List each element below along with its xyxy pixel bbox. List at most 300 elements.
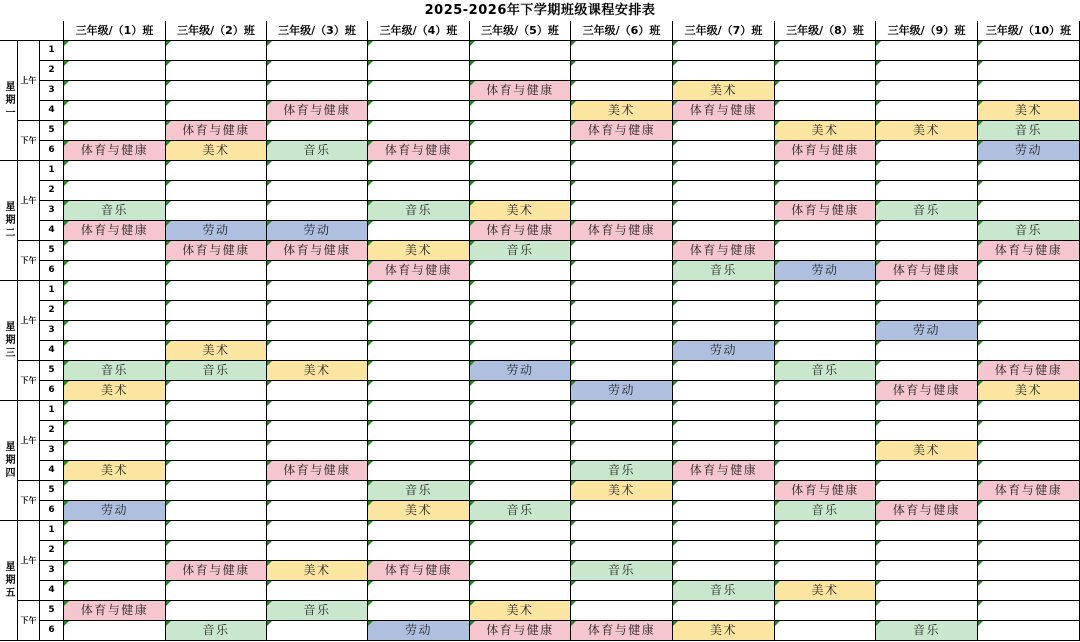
course-cell[interactable]: 音乐 [368,201,470,221]
empty-cell[interactable] [673,141,775,161]
empty-cell[interactable] [673,41,775,61]
empty-cell[interactable] [876,361,978,381]
course-cell[interactable]: 美术 [876,121,978,141]
empty-cell[interactable] [64,521,166,541]
empty-cell[interactable] [64,281,166,301]
empty-cell[interactable] [166,321,267,341]
empty-cell[interactable] [775,541,876,561]
empty-cell[interactable] [470,421,571,441]
course-cell[interactable]: 体育与健康 [978,361,1080,381]
empty-cell[interactable] [368,541,470,561]
course-cell[interactable]: 音乐 [775,501,876,521]
empty-cell[interactable] [876,481,978,501]
empty-cell[interactable] [267,401,368,421]
empty-cell[interactable] [876,181,978,201]
empty-cell[interactable] [267,201,368,221]
empty-cell[interactable] [470,261,571,281]
course-cell[interactable]: 体育与健康 [876,501,978,521]
empty-cell[interactable] [571,181,673,201]
empty-cell[interactable] [368,101,470,121]
course-cell[interactable]: 美术 [267,361,368,381]
course-cell[interactable]: 音乐 [978,121,1080,141]
empty-cell[interactable] [876,521,978,541]
empty-cell[interactable] [64,581,166,601]
course-cell[interactable]: 体育与健康 [267,461,368,481]
empty-cell[interactable] [775,241,876,261]
empty-cell[interactable] [470,121,571,141]
empty-cell[interactable] [470,101,571,121]
empty-cell[interactable] [673,181,775,201]
empty-cell[interactable] [64,261,166,281]
empty-cell[interactable] [64,401,166,421]
empty-cell[interactable] [571,421,673,441]
empty-cell[interactable] [673,201,775,221]
empty-cell[interactable] [978,421,1080,441]
course-cell[interactable]: 劳动 [267,221,368,241]
empty-cell[interactable] [166,501,267,521]
empty-cell[interactable] [775,281,876,301]
course-cell[interactable]: 体育与健康 [876,261,978,281]
empty-cell[interactable] [571,521,673,541]
empty-cell[interactable] [876,281,978,301]
course-cell[interactable]: 体育与健康 [470,221,571,241]
course-cell[interactable]: 音乐 [673,581,775,601]
empty-cell[interactable] [876,101,978,121]
course-cell[interactable]: 体育与健康 [571,221,673,241]
empty-cell[interactable] [775,81,876,101]
course-cell[interactable]: 体育与健康 [166,241,267,261]
course-cell[interactable]: 美术 [876,441,978,461]
empty-cell[interactable] [166,301,267,321]
empty-cell[interactable] [876,581,978,601]
empty-cell[interactable] [166,81,267,101]
course-cell[interactable]: 劳动 [470,361,571,381]
course-cell[interactable]: 体育与健康 [775,141,876,161]
course-cell[interactable]: 体育与健康 [166,121,267,141]
empty-cell[interactable] [978,301,1080,321]
empty-cell[interactable] [470,161,571,181]
empty-cell[interactable] [775,601,876,621]
course-cell[interactable]: 音乐 [978,221,1080,241]
empty-cell[interactable] [673,481,775,501]
empty-cell[interactable] [571,341,673,361]
empty-cell[interactable] [775,41,876,61]
empty-cell[interactable] [470,281,571,301]
empty-cell[interactable] [571,261,673,281]
course-cell[interactable]: 劳动 [673,341,775,361]
course-cell[interactable]: 体育与健康 [64,601,166,621]
empty-cell[interactable] [876,461,978,481]
empty-cell[interactable] [978,281,1080,301]
course-cell[interactable]: 美术 [673,621,775,641]
course-cell[interactable]: 美术 [166,341,267,361]
empty-cell[interactable] [775,461,876,481]
empty-cell[interactable] [775,441,876,461]
empty-cell[interactable] [673,121,775,141]
course-cell[interactable]: 美术 [368,241,470,261]
empty-cell[interactable] [267,321,368,341]
empty-cell[interactable] [978,41,1080,61]
empty-cell[interactable] [775,381,876,401]
course-cell[interactable]: 体育与健康 [166,561,267,581]
empty-cell[interactable] [978,441,1080,461]
empty-cell[interactable] [368,361,470,381]
empty-cell[interactable] [470,481,571,501]
empty-cell[interactable] [978,621,1080,641]
empty-cell[interactable] [166,421,267,441]
empty-cell[interactable] [470,341,571,361]
course-cell[interactable]: 美术 [64,381,166,401]
course-cell[interactable]: 体育与健康 [673,241,775,261]
empty-cell[interactable] [368,441,470,461]
empty-cell[interactable] [775,421,876,441]
empty-cell[interactable] [571,281,673,301]
empty-cell[interactable] [571,501,673,521]
empty-cell[interactable] [571,401,673,421]
empty-cell[interactable] [64,341,166,361]
empty-cell[interactable] [368,321,470,341]
empty-cell[interactable] [368,401,470,421]
empty-cell[interactable] [470,381,571,401]
empty-cell[interactable] [64,421,166,441]
empty-cell[interactable] [267,181,368,201]
course-cell[interactable]: 美术 [978,101,1080,121]
empty-cell[interactable] [267,41,368,61]
empty-cell[interactable] [571,321,673,341]
course-cell[interactable]: 音乐 [267,601,368,621]
course-cell[interactable]: 劳动 [978,141,1080,161]
course-cell[interactable]: 音乐 [166,361,267,381]
empty-cell[interactable] [673,161,775,181]
empty-cell[interactable] [368,281,470,301]
empty-cell[interactable] [673,61,775,81]
empty-cell[interactable] [978,581,1080,601]
empty-cell[interactable] [64,441,166,461]
empty-cell[interactable] [166,581,267,601]
empty-cell[interactable] [64,241,166,261]
course-cell[interactable]: 音乐 [368,481,470,501]
empty-cell[interactable] [267,501,368,521]
empty-cell[interactable] [571,241,673,261]
course-cell[interactable]: 美术 [978,381,1080,401]
empty-cell[interactable] [267,161,368,181]
course-cell[interactable]: 体育与健康 [775,481,876,501]
course-cell[interactable]: 音乐 [876,621,978,641]
empty-cell[interactable] [571,161,673,181]
empty-cell[interactable] [775,101,876,121]
empty-cell[interactable] [368,521,470,541]
empty-cell[interactable] [64,161,166,181]
empty-cell[interactable] [571,81,673,101]
empty-cell[interactable] [64,41,166,61]
empty-cell[interactable] [166,521,267,541]
course-cell[interactable]: 劳动 [876,321,978,341]
empty-cell[interactable] [673,401,775,421]
course-cell[interactable]: 体育与健康 [368,261,470,281]
course-cell[interactable]: 体育与健康 [368,141,470,161]
empty-cell[interactable] [978,201,1080,221]
empty-cell[interactable] [267,121,368,141]
empty-cell[interactable] [470,181,571,201]
empty-cell[interactable] [64,81,166,101]
empty-cell[interactable] [368,301,470,321]
empty-cell[interactable] [978,461,1080,481]
course-cell[interactable]: 音乐 [571,461,673,481]
empty-cell[interactable] [978,561,1080,581]
empty-cell[interactable] [673,541,775,561]
empty-cell[interactable] [368,221,470,241]
empty-cell[interactable] [166,201,267,221]
empty-cell[interactable] [368,61,470,81]
empty-cell[interactable] [64,181,166,201]
empty-cell[interactable] [368,601,470,621]
empty-cell[interactable] [571,361,673,381]
empty-cell[interactable] [978,601,1080,621]
course-cell[interactable]: 体育与健康 [368,561,470,581]
empty-cell[interactable] [775,521,876,541]
empty-cell[interactable] [978,321,1080,341]
empty-cell[interactable] [166,601,267,621]
course-cell[interactable]: 音乐 [64,201,166,221]
course-cell[interactable]: 体育与健康 [470,621,571,641]
course-cell[interactable]: 体育与健康 [978,481,1080,501]
empty-cell[interactable] [64,121,166,141]
empty-cell[interactable] [368,461,470,481]
course-cell[interactable]: 音乐 [775,361,876,381]
course-cell[interactable]: 音乐 [876,201,978,221]
course-cell[interactable]: 美术 [267,561,368,581]
empty-cell[interactable] [166,381,267,401]
empty-cell[interactable] [673,521,775,541]
empty-cell[interactable] [978,161,1080,181]
empty-cell[interactable] [673,421,775,441]
empty-cell[interactable] [470,321,571,341]
empty-cell[interactable] [876,81,978,101]
empty-cell[interactable] [470,541,571,561]
course-cell[interactable]: 美术 [571,481,673,501]
empty-cell[interactable] [571,601,673,621]
empty-cell[interactable] [673,221,775,241]
empty-cell[interactable] [876,241,978,261]
empty-cell[interactable] [166,101,267,121]
course-cell[interactable]: 美术 [775,121,876,141]
empty-cell[interactable] [166,261,267,281]
course-cell[interactable]: 劳动 [775,261,876,281]
course-cell[interactable]: 体育与健康 [64,221,166,241]
empty-cell[interactable] [673,561,775,581]
empty-cell[interactable] [64,541,166,561]
empty-cell[interactable] [876,341,978,361]
empty-cell[interactable] [673,361,775,381]
empty-cell[interactable] [775,321,876,341]
course-cell[interactable]: 劳动 [571,381,673,401]
empty-cell[interactable] [673,441,775,461]
course-cell[interactable]: 劳动 [166,221,267,241]
course-cell[interactable]: 音乐 [470,501,571,521]
empty-cell[interactable] [571,61,673,81]
empty-cell[interactable] [64,61,166,81]
empty-cell[interactable] [571,581,673,601]
empty-cell[interactable] [571,141,673,161]
empty-cell[interactable] [571,201,673,221]
empty-cell[interactable] [470,41,571,61]
course-cell[interactable]: 体育与健康 [978,241,1080,261]
empty-cell[interactable] [368,381,470,401]
empty-cell[interactable] [267,441,368,461]
empty-cell[interactable] [571,541,673,561]
course-cell[interactable]: 劳动 [368,621,470,641]
empty-cell[interactable] [166,481,267,501]
empty-cell[interactable] [368,341,470,361]
empty-cell[interactable] [673,501,775,521]
empty-cell[interactable] [571,441,673,461]
empty-cell[interactable] [775,401,876,421]
empty-cell[interactable] [876,561,978,581]
empty-cell[interactable] [267,481,368,501]
empty-cell[interactable] [775,181,876,201]
empty-cell[interactable] [470,141,571,161]
course-cell[interactable]: 音乐 [470,241,571,261]
empty-cell[interactable] [267,381,368,401]
empty-cell[interactable] [978,501,1080,521]
empty-cell[interactable] [368,181,470,201]
empty-cell[interactable] [470,301,571,321]
empty-cell[interactable] [470,521,571,541]
empty-cell[interactable] [978,81,1080,101]
empty-cell[interactable] [470,401,571,421]
empty-cell[interactable] [166,441,267,461]
empty-cell[interactable] [267,261,368,281]
course-cell[interactable]: 美术 [470,601,571,621]
empty-cell[interactable] [166,181,267,201]
empty-cell[interactable] [673,301,775,321]
empty-cell[interactable] [166,41,267,61]
empty-cell[interactable] [267,61,368,81]
empty-cell[interactable] [267,281,368,301]
course-cell[interactable]: 音乐 [166,621,267,641]
empty-cell[interactable] [876,41,978,61]
course-cell[interactable]: 美术 [571,101,673,121]
empty-cell[interactable] [470,441,571,461]
course-cell[interactable]: 美术 [470,201,571,221]
empty-cell[interactable] [978,541,1080,561]
empty-cell[interactable] [267,341,368,361]
empty-cell[interactable] [368,81,470,101]
course-cell[interactable]: 体育与健康 [673,461,775,481]
empty-cell[interactable] [876,601,978,621]
empty-cell[interactable] [166,461,267,481]
course-cell[interactable]: 体育与健康 [64,141,166,161]
empty-cell[interactable] [876,301,978,321]
empty-cell[interactable] [978,401,1080,421]
course-cell[interactable]: 体育与健康 [673,101,775,121]
empty-cell[interactable] [673,281,775,301]
empty-cell[interactable] [876,161,978,181]
empty-cell[interactable] [571,301,673,321]
empty-cell[interactable] [775,221,876,241]
empty-cell[interactable] [978,181,1080,201]
empty-cell[interactable] [775,621,876,641]
empty-cell[interactable] [368,161,470,181]
empty-cell[interactable] [368,121,470,141]
empty-cell[interactable] [571,41,673,61]
empty-cell[interactable] [64,321,166,341]
course-cell[interactable]: 体育与健康 [470,81,571,101]
empty-cell[interactable] [267,621,368,641]
empty-cell[interactable] [470,581,571,601]
empty-cell[interactable] [775,61,876,81]
empty-cell[interactable] [166,541,267,561]
course-cell[interactable]: 体育与健康 [267,241,368,261]
empty-cell[interactable] [876,421,978,441]
empty-cell[interactable] [267,81,368,101]
empty-cell[interactable] [775,341,876,361]
course-cell[interactable]: 美术 [64,461,166,481]
empty-cell[interactable] [64,621,166,641]
course-cell[interactable]: 音乐 [571,561,673,581]
course-cell[interactable]: 美术 [166,141,267,161]
course-cell[interactable]: 体育与健康 [571,121,673,141]
empty-cell[interactable] [978,521,1080,541]
empty-cell[interactable] [673,601,775,621]
empty-cell[interactable] [876,61,978,81]
course-cell[interactable]: 美术 [673,81,775,101]
empty-cell[interactable] [368,421,470,441]
empty-cell[interactable] [978,341,1080,361]
empty-cell[interactable] [64,101,166,121]
course-cell[interactable]: 劳动 [64,501,166,521]
empty-cell[interactable] [166,401,267,421]
empty-cell[interactable] [876,401,978,421]
empty-cell[interactable] [876,541,978,561]
empty-cell[interactable] [470,461,571,481]
empty-cell[interactable] [64,301,166,321]
empty-cell[interactable] [876,221,978,241]
empty-cell[interactable] [978,261,1080,281]
course-cell[interactable]: 体育与健康 [267,101,368,121]
empty-cell[interactable] [267,581,368,601]
empty-cell[interactable] [267,421,368,441]
empty-cell[interactable] [166,61,267,81]
empty-cell[interactable] [775,561,876,581]
empty-cell[interactable] [775,301,876,321]
empty-cell[interactable] [166,161,267,181]
course-cell[interactable]: 音乐 [64,361,166,381]
empty-cell[interactable] [775,161,876,181]
empty-cell[interactable] [368,581,470,601]
empty-cell[interactable] [470,561,571,581]
course-cell[interactable]: 美术 [368,501,470,521]
empty-cell[interactable] [64,561,166,581]
empty-cell[interactable] [267,541,368,561]
empty-cell[interactable] [166,281,267,301]
course-cell[interactable]: 体育与健康 [876,381,978,401]
empty-cell[interactable] [673,321,775,341]
empty-cell[interactable] [876,141,978,161]
course-cell[interactable]: 体育与健康 [571,621,673,641]
empty-cell[interactable] [368,41,470,61]
course-cell[interactable]: 体育与健康 [775,201,876,221]
empty-cell[interactable] [267,521,368,541]
empty-cell[interactable] [470,61,571,81]
course-cell[interactable]: 音乐 [673,261,775,281]
course-cell[interactable]: 音乐 [267,141,368,161]
empty-cell[interactable] [267,301,368,321]
course-cell[interactable]: 美术 [775,581,876,601]
empty-cell[interactable] [978,61,1080,81]
empty-cell[interactable] [64,481,166,501]
empty-cell[interactable] [673,381,775,401]
